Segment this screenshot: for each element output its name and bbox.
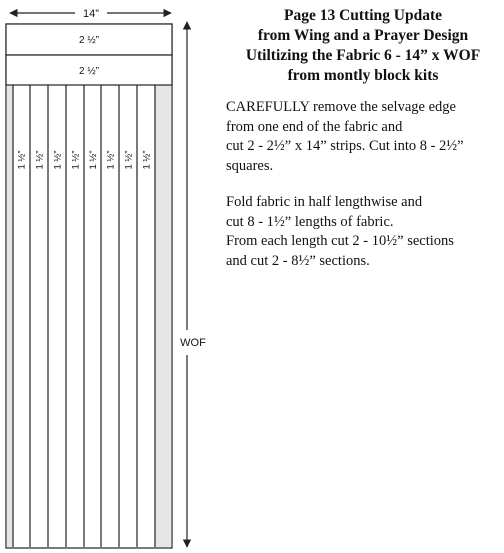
- fabric-piece: [6, 24, 172, 548]
- column-label: 1 ½”: [123, 150, 135, 170]
- column-label: 1 ½”: [88, 150, 99, 170]
- title-line: from montly block kits: [287, 67, 439, 84]
- column-label: 1 ½”: [16, 150, 28, 170]
- instructions-paragraph-2: [226, 193, 500, 271]
- instruction-line: cut 2 - 2½” x 14” strips. Cut into 8 - 2½”: [226, 138, 464, 154]
- length-label: WOF: [180, 337, 206, 349]
- column-label: 1 ½”: [52, 150, 64, 170]
- column-label: 1 ½”: [141, 150, 153, 170]
- strip-label: 2 ½”: [78, 66, 100, 77]
- selvage-left: [7, 85, 13, 547]
- instruction-line: from one end of the fabric and: [226, 118, 403, 135]
- instruction-line: cut 8 - 1½” lengths of fabric.: [226, 213, 394, 230]
- instruction-line: CAREFULLY remove the selvage edge: [226, 99, 456, 115]
- instruction-line: and cut 2 - 8½” sections.: [226, 252, 370, 269]
- selvage-right: [155, 85, 171, 547]
- title-line: from Wing and a Prayer Design: [257, 27, 469, 44]
- instructions-paragraph-1: [226, 98, 500, 176]
- title-line: Page 13 Cutting Update: [283, 7, 442, 24]
- instruction-line: Fold fabric in half lengthwise and: [226, 194, 423, 210]
- instruction-line: squares.: [226, 157, 274, 174]
- column-label: 1 ½”: [105, 150, 117, 170]
- page-title: [222, 6, 504, 86]
- fabric-cutting-diagram: [0, 0, 222, 553]
- strip-label: 2 ½”: [78, 35, 100, 46]
- title-line: Utiltizing the Fabric 6 - 14” x WOF: [245, 47, 481, 64]
- instruction-line: From each length cut 2 - 10½” sections: [226, 233, 454, 249]
- column-label: 1 ½”: [34, 150, 46, 170]
- column-label: 1 ½”: [70, 150, 82, 170]
- width-label: 14”: [83, 8, 99, 20]
